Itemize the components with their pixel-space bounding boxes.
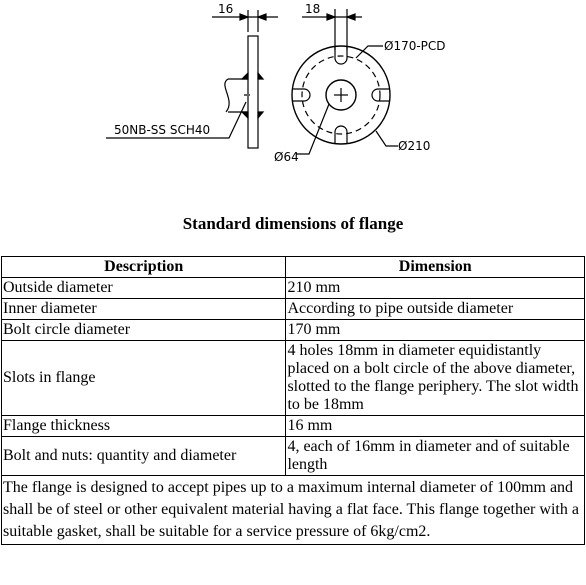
table-row <box>2 299 585 320</box>
row-dimension: 170 mm <box>286 320 585 341</box>
table-caption: Standard dimensions of flange <box>182 214 404 233</box>
front-view <box>292 9 398 154</box>
row-dimension: 210 mm <box>286 278 585 299</box>
pipe-label: 50NB-SS SCH40 <box>114 123 211 137</box>
row-dimension: 4, each of 16mm in diameter and of suitable length <box>286 437 585 476</box>
header-dimension: Dimension <box>286 257 585 278</box>
row-dimension: 4 holes 18mm in diameter equidistantly placed on a bolt circle of the above diameter, slotted to the flange periphery. The slot width to be 18mm <box>286 341 585 416</box>
table-row <box>2 437 585 476</box>
table-note: The flange is designed to accept pipes up to a maximum internal diameter of 100mm and shall be of steel or other equivalent material having a flat face. This flange together with a suitable gasket, shall be suitable for a service pressure of 6kg/cm2. <box>2 476 585 545</box>
table-row <box>2 341 585 416</box>
row-dimension: 16 mm <box>286 416 585 437</box>
inner-diameter-label: Ø64 <box>274 150 299 164</box>
slot-width-dimension: 18 <box>305 2 321 16</box>
side-thickness-dimension: 16 <box>218 2 234 16</box>
row-description: Flange thickness <box>2 416 286 437</box>
table-header-row <box>2 257 585 278</box>
row-description: Slots in flange <box>2 341 286 416</box>
table-note-row <box>2 476 585 545</box>
table-row <box>2 416 585 437</box>
header-description: Description <box>2 257 286 278</box>
row-description: Bolt circle diameter <box>2 320 286 341</box>
row-description: Bolt and nuts: quantity and diameter <box>2 437 286 476</box>
table-row <box>2 278 585 299</box>
flange-technical-drawing <box>0 0 586 190</box>
row-dimension: According to pipe outside diameter <box>286 299 585 320</box>
row-description: Inner diameter <box>2 299 286 320</box>
table-row <box>2 320 585 341</box>
pcd-label: Ø170-PCD <box>384 39 446 53</box>
row-description: Outside diameter <box>2 278 286 299</box>
outer-diameter-label: Ø210 <box>398 139 431 153</box>
flange-dimensions-table <box>1 256 585 545</box>
